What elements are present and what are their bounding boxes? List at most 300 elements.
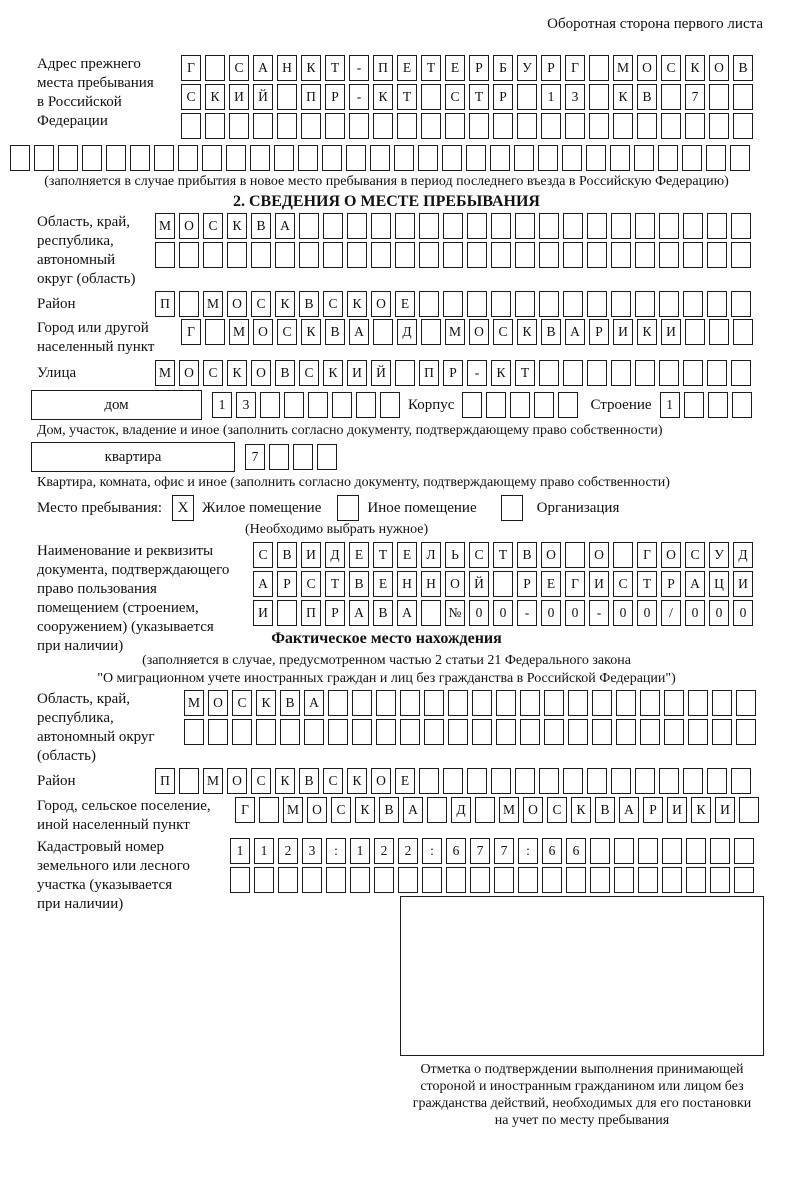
char-cell: Г: [181, 319, 201, 345]
char-cell: [323, 213, 343, 239]
char-cell: [298, 145, 318, 171]
char-cell: [587, 213, 607, 239]
char-cell: [469, 113, 489, 139]
char-cell: Е: [445, 55, 465, 81]
char-cell: [34, 145, 54, 171]
char-cell: [515, 242, 535, 268]
char-cell: [301, 113, 321, 139]
char-cell: Г: [235, 797, 255, 823]
char-row: [660, 392, 752, 418]
char-cell: О: [371, 291, 391, 317]
char-cell: [686, 867, 706, 893]
char-cell: [662, 867, 682, 893]
char-cell: О: [445, 571, 465, 597]
char-cell: [494, 867, 514, 893]
char-cell: 3: [302, 838, 322, 864]
char-cell: [421, 84, 441, 110]
char-cell: [682, 145, 702, 171]
char-cell: С: [331, 797, 351, 823]
char-cell: 1: [660, 392, 680, 418]
char-cell: [328, 690, 348, 716]
char-row: [155, 213, 751, 239]
char-cell: [707, 768, 727, 794]
char-cell: [637, 113, 657, 139]
char-cell: С: [232, 690, 252, 716]
char-cell: [563, 291, 583, 317]
char-cell: Т: [397, 84, 417, 110]
char-cell: 0: [685, 600, 705, 626]
char-cell: -: [589, 600, 609, 626]
char-cell: [467, 213, 487, 239]
char-cell: [229, 113, 249, 139]
char-cell: [659, 291, 679, 317]
region-label: Область, край, республика, автономный округ (область): [37, 214, 136, 287]
char-cell: [688, 719, 708, 745]
street-label: Улица: [37, 364, 77, 381]
char-cell: [520, 690, 540, 716]
char-cell: [538, 145, 558, 171]
char-cell: :: [326, 838, 346, 864]
char-cell: С: [203, 213, 223, 239]
char-cell: С: [253, 542, 273, 568]
char-cell: 7: [494, 838, 514, 864]
char-cell: А: [397, 600, 417, 626]
char-cell: [443, 291, 463, 317]
char-cell: А: [349, 600, 369, 626]
char-cell: М: [445, 319, 465, 345]
char-cell: Е: [397, 542, 417, 568]
char-cell: [659, 768, 679, 794]
char-cell: [686, 838, 706, 864]
char-cell: -: [517, 600, 537, 626]
previous-address-block: [10, 55, 763, 142]
char-cell: А: [349, 319, 369, 345]
char-cell: 6: [446, 838, 466, 864]
char-cell: [179, 768, 199, 794]
char-cell: Г: [565, 571, 585, 597]
char-cell: 1: [254, 838, 274, 864]
char-cell: Р: [469, 55, 489, 81]
char-cell: [472, 690, 492, 716]
char-cell: [683, 291, 703, 317]
cadastral-label: Кадастровый номер земельного или лесного участка (указывается при наличии): [37, 839, 190, 912]
char-cell: [563, 360, 583, 386]
char-cell: [349, 113, 369, 139]
char-cell: [661, 113, 681, 139]
char-cell: [683, 360, 703, 386]
char-cell: [565, 113, 585, 139]
char-cell: [589, 84, 609, 110]
char-cell: [178, 145, 198, 171]
char-cell: [419, 213, 439, 239]
char-cell: [708, 392, 728, 418]
char-cell: [346, 145, 366, 171]
char-cell: И: [301, 542, 321, 568]
previous-address-caption: (заполняется в случае прибытия в новое место пребывания в период последнего въезда в Российскую Федерацию): [44, 174, 729, 189]
apartment-caption: Квартира, комната, офис и иное (заполнить согласно документу, подтверждающему право собственности): [37, 475, 670, 490]
char-cell: С: [203, 360, 223, 386]
char-cell: О: [307, 797, 327, 823]
char-cell: 7: [685, 84, 705, 110]
char-cell: [611, 242, 631, 268]
char-cell: [736, 690, 756, 716]
char-cell: [395, 360, 415, 386]
char-cell: [448, 690, 468, 716]
char-cell: [376, 719, 396, 745]
char-cell: [395, 213, 415, 239]
apartment-block: [10, 442, 763, 472]
char-cell: [442, 145, 462, 171]
char-cell: [638, 867, 658, 893]
char-cell: К: [275, 291, 295, 317]
char-cell: Т: [325, 55, 345, 81]
char-cell: [539, 291, 559, 317]
char-cell: О: [371, 768, 391, 794]
char-row: [155, 242, 751, 268]
char-cell: [284, 392, 304, 418]
char-cell: [614, 867, 634, 893]
char-cell: С: [613, 571, 633, 597]
char-cell: Т: [469, 84, 489, 110]
char-cell: [317, 444, 337, 470]
char-cell: [154, 145, 174, 171]
char-cell: [376, 690, 396, 716]
char-cell: [634, 145, 654, 171]
char-cell: П: [301, 600, 321, 626]
char-cell: С: [445, 84, 465, 110]
char-cell: [373, 319, 393, 345]
char-cell: С: [685, 542, 705, 568]
char-cell: В: [325, 319, 345, 345]
char-cell: [558, 392, 578, 418]
char-cell: [493, 113, 513, 139]
char-cell: [205, 319, 225, 345]
house-block: [10, 390, 763, 420]
char-cell: [277, 113, 297, 139]
char-cell: К: [301, 319, 321, 345]
char-cell: [421, 600, 441, 626]
char-cell: :: [518, 838, 538, 864]
char-cell: [731, 242, 751, 268]
char-cell: Е: [349, 542, 369, 568]
char-cell: [418, 145, 438, 171]
char-cell: [616, 719, 636, 745]
residence-checkbox-other-premises: [337, 495, 359, 521]
char-cell: [299, 242, 319, 268]
char-cell: [659, 360, 679, 386]
char-cell: [732, 392, 752, 418]
char-cell: 0: [613, 600, 633, 626]
char-cell: [202, 145, 222, 171]
char-cell: 6: [542, 838, 562, 864]
char-cell: С: [323, 768, 343, 794]
char-cell: [733, 319, 753, 345]
title-document-cells: [253, 542, 753, 629]
char-cell: В: [349, 571, 369, 597]
char-cell: [688, 690, 708, 716]
residence-checkbox-organization: [501, 495, 523, 521]
char-cell: [707, 291, 727, 317]
char-cell: [419, 291, 439, 317]
residence-option-dwelling-label: Жилое помещение: [202, 499, 322, 516]
char-cell: [374, 867, 394, 893]
char-cell: [611, 360, 631, 386]
char-cell: [709, 113, 729, 139]
char-cell: К: [355, 797, 375, 823]
char-cell: [659, 242, 679, 268]
char-cell: В: [373, 600, 393, 626]
char-cell: [352, 690, 372, 716]
char-cell: К: [227, 360, 247, 386]
char-cell: И: [667, 797, 687, 823]
char-cell: [709, 84, 729, 110]
char-cell: [614, 838, 634, 864]
char-cell: [515, 768, 535, 794]
char-cell: [395, 242, 415, 268]
char-cell: Р: [517, 571, 537, 597]
char-cell: С: [251, 291, 271, 317]
char-cell: 2: [374, 838, 394, 864]
char-cell: №: [445, 600, 465, 626]
region-block: [10, 213, 763, 289]
char-cell: 3: [565, 84, 585, 110]
char-cell: [466, 145, 486, 171]
char-cell: [253, 113, 273, 139]
char-cell: [611, 768, 631, 794]
section2-title: 2. СВЕДЕНИЯ О МЕСТЕ ПРЕБЫВАНИЯ: [233, 193, 540, 210]
char-cell: [613, 542, 633, 568]
char-cell: Б: [493, 55, 513, 81]
char-cell: П: [373, 55, 393, 81]
char-cell: А: [253, 55, 273, 81]
char-row: [155, 768, 751, 794]
char-cell: Й: [371, 360, 391, 386]
char-cell: 7: [245, 444, 265, 470]
char-cell: [256, 719, 276, 745]
char-cell: Г: [565, 55, 585, 81]
char-cell: 6: [566, 838, 586, 864]
previous-address-cells: [181, 55, 753, 142]
char-cell: [486, 392, 506, 418]
char-cell: Е: [395, 768, 415, 794]
char-cell: [10, 145, 30, 171]
char-cell: [205, 55, 225, 81]
char-cell: К: [637, 319, 657, 345]
char-cell: Л: [421, 542, 441, 568]
char-cell: А: [685, 571, 705, 597]
confirmation-mark-box: [400, 896, 764, 1056]
char-cell: -: [467, 360, 487, 386]
char-cell: К: [685, 55, 705, 81]
char-cell: [275, 242, 295, 268]
char-cell: В: [541, 319, 561, 345]
char-cell: [539, 768, 559, 794]
char-cell: [304, 719, 324, 745]
char-cell: Д: [397, 319, 417, 345]
char-cell: [491, 291, 511, 317]
char-cell: [259, 797, 279, 823]
char-cell: О: [589, 542, 609, 568]
char-cell: О: [469, 319, 489, 345]
char-cell: [352, 719, 372, 745]
char-cell: И: [229, 84, 249, 110]
char-cell: [322, 145, 342, 171]
residence-checkbox-dwelling: X: [172, 495, 194, 521]
char-cell: [706, 145, 726, 171]
char-cell: М: [203, 291, 223, 317]
char-cell: Р: [443, 360, 463, 386]
char-cell: [563, 213, 583, 239]
char-cell: [733, 84, 753, 110]
char-cell: [427, 797, 447, 823]
stroenie-label: Строение: [590, 396, 652, 413]
char-cell: -: [349, 84, 369, 110]
char-cell: [734, 867, 754, 893]
char-cell: [269, 444, 289, 470]
char-cell: Е: [397, 55, 417, 81]
char-cell: [517, 113, 537, 139]
char-cell: [685, 113, 705, 139]
char-cell: [179, 242, 199, 268]
char-cell: [293, 444, 313, 470]
char-cell: К: [517, 319, 537, 345]
char-cell: [475, 797, 495, 823]
char-cell: В: [280, 690, 300, 716]
char-cell: Н: [421, 571, 441, 597]
char-cell: [419, 242, 439, 268]
char-cell: [205, 113, 225, 139]
char-cell: 3: [236, 392, 256, 418]
house-named-box: дом: [31, 390, 202, 420]
char-row: [212, 392, 400, 418]
char-cell: П: [155, 768, 175, 794]
char-cell: 1: [230, 838, 250, 864]
char-cell: [541, 113, 561, 139]
char-cell: [491, 242, 511, 268]
char-cell: С: [251, 768, 271, 794]
char-row: [245, 444, 337, 470]
char-cell: А: [565, 319, 585, 345]
char-cell: С: [299, 360, 319, 386]
char-cell: [325, 113, 345, 139]
char-cell: [260, 392, 280, 418]
char-cell: [664, 690, 684, 716]
char-cell: [467, 242, 487, 268]
char-cell: С: [181, 84, 201, 110]
char-cell: С: [661, 55, 681, 81]
char-cell: [589, 113, 609, 139]
char-cell: [356, 392, 376, 418]
char-cell: [181, 113, 201, 139]
char-cell: С: [547, 797, 567, 823]
char-cell: О: [541, 542, 561, 568]
char-row: [181, 113, 753, 139]
char-cell: [421, 113, 441, 139]
char-cell: Н: [277, 55, 297, 81]
char-cell: В: [277, 542, 297, 568]
char-cell: Е: [373, 571, 393, 597]
char-cell: [400, 690, 420, 716]
confirmation-mark-caption: Отметка о подтверждении выполнения принимающей стороной и иностранным гражданином или лицом без гражданства действий, необходимых для его постановки на учет по месту пребывания: [412, 1062, 752, 1128]
char-cell: [544, 690, 564, 716]
char-cell: [470, 867, 490, 893]
char-cell: С: [301, 571, 321, 597]
actual-district-label: Район: [37, 772, 76, 789]
char-cell: [542, 867, 562, 893]
char-cell: Р: [277, 571, 297, 597]
char-cell: [568, 719, 588, 745]
char-cell: К: [205, 84, 225, 110]
char-cell: [226, 145, 246, 171]
char-cell: В: [517, 542, 537, 568]
char-cell: [514, 145, 534, 171]
char-cell: [443, 213, 463, 239]
char-cell: [490, 145, 510, 171]
char-cell: [448, 719, 468, 745]
char-cell: [446, 867, 466, 893]
char-cell: [491, 768, 511, 794]
char-cell: [323, 242, 343, 268]
char-cell: [254, 867, 274, 893]
char-cell: Т: [421, 55, 441, 81]
title-document-label: Наименование и реквизиты документа, подтверждающего право пользования помещением (строением, сооружением) (указывается при наличии): [37, 543, 230, 654]
char-cell: В: [299, 768, 319, 794]
char-row: [253, 600, 753, 626]
char-cell: Д: [451, 797, 471, 823]
char-cell: [308, 392, 328, 418]
char-cell: -: [349, 55, 369, 81]
char-cell: [712, 719, 732, 745]
char-cell: К: [301, 55, 321, 81]
char-cell: [733, 113, 753, 139]
region-cells: [155, 213, 751, 271]
char-cell: [493, 571, 513, 597]
char-cell: [587, 242, 607, 268]
char-cell: [250, 145, 270, 171]
char-cell: К: [373, 84, 393, 110]
char-cell: [518, 867, 538, 893]
char-cell: [380, 392, 400, 418]
residence-option-organization-label: Организация: [536, 499, 620, 516]
char-cell: [662, 838, 682, 864]
char-cell: [422, 867, 442, 893]
char-row: [184, 690, 756, 716]
char-cell: К: [613, 84, 633, 110]
char-cell: В: [275, 360, 295, 386]
char-cell: [565, 542, 585, 568]
char-cell: [616, 690, 636, 716]
char-cell: [659, 213, 679, 239]
char-cell: Ц: [709, 571, 729, 597]
street-block: [10, 360, 763, 386]
char-cell: [736, 719, 756, 745]
char-cell: К: [347, 768, 367, 794]
char-cell: [515, 213, 535, 239]
char-cell: [467, 291, 487, 317]
char-cell: У: [709, 542, 729, 568]
char-cell: [731, 360, 751, 386]
char-cell: [664, 719, 684, 745]
char-cell: [587, 360, 607, 386]
char-cell: С: [229, 55, 249, 81]
char-cell: [203, 242, 223, 268]
char-cell: [517, 84, 537, 110]
char-cell: К: [491, 360, 511, 386]
char-cell: [400, 719, 420, 745]
char-row: [253, 542, 753, 568]
char-cell: [638, 838, 658, 864]
char-cell: [635, 242, 655, 268]
